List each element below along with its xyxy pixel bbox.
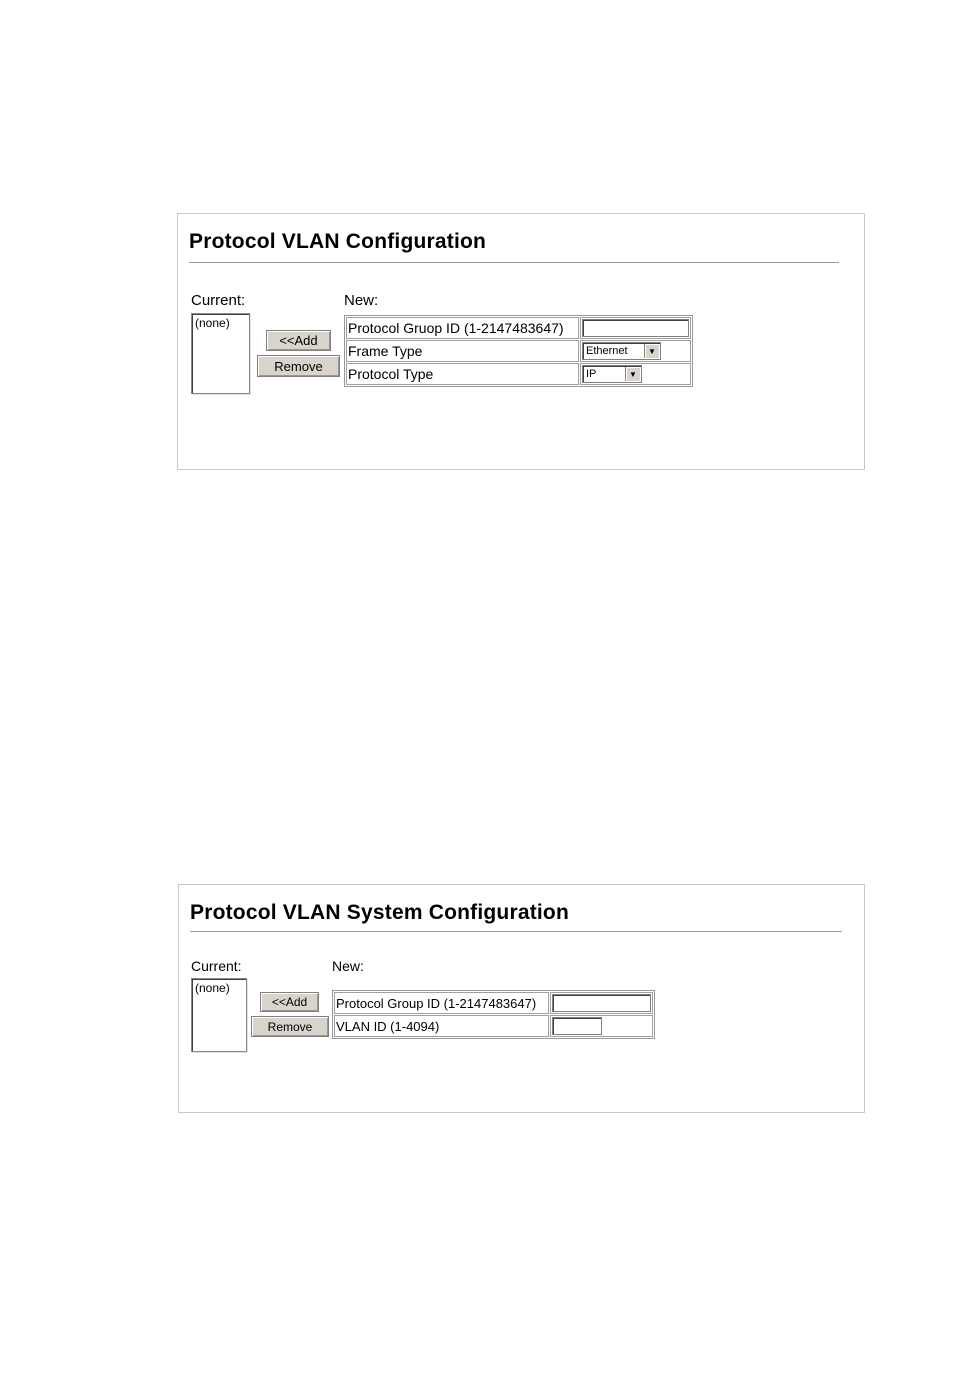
current-protocol-list[interactable] xyxy=(191,313,250,394)
protocol-group-id-label: Protocol Group ID (1-2147483647) xyxy=(334,992,549,1014)
protocol-type-select[interactable] xyxy=(582,365,642,383)
new-protocol-form xyxy=(344,315,693,387)
list-item[interactable]: (none) xyxy=(195,981,230,995)
vlan-id-input[interactable] xyxy=(552,1017,602,1035)
new-protocol-system-form xyxy=(332,990,655,1039)
protocol-type-value: IP xyxy=(586,368,597,380)
add-button[interactable]: <<Add xyxy=(260,992,319,1012)
frame-type-label: Frame Type xyxy=(346,340,579,362)
frame-type-cell xyxy=(580,340,691,362)
page-title: Protocol VLAN System Configuration xyxy=(190,901,569,924)
frame-type-select[interactable] xyxy=(582,342,661,360)
vlan-id-cell xyxy=(550,1015,653,1037)
remove-button[interactable]: Remove xyxy=(251,1016,329,1037)
current-label: Current: xyxy=(191,292,246,309)
title-divider xyxy=(189,262,839,263)
protocol-vlan-configuration-panel xyxy=(177,213,865,470)
chevron-down-icon[interactable]: ▼ xyxy=(625,367,640,381)
chevron-down-icon[interactable]: ▼ xyxy=(644,344,659,358)
protocol-group-id-input[interactable] xyxy=(552,994,651,1012)
list-item[interactable]: (none) xyxy=(195,316,230,330)
protocol-type-cell xyxy=(580,363,691,385)
title-divider xyxy=(190,931,842,932)
new-label: New: xyxy=(332,958,364,974)
protocol-group-id-cell xyxy=(580,317,691,339)
remove-button[interactable]: Remove xyxy=(257,355,340,377)
current-protocol-list[interactable] xyxy=(191,978,247,1052)
page-title: Protocol VLAN Configuration xyxy=(189,230,487,253)
new-label: New: xyxy=(344,292,379,309)
current-label: Current: xyxy=(191,958,242,974)
protocol-group-id-cell xyxy=(550,992,653,1014)
frame-type-value: Ethernet xyxy=(586,345,628,357)
protocol-group-id-label: Protocol Gruop ID (1-2147483647) xyxy=(346,317,579,339)
protocol-type-label: Protocol Type xyxy=(346,363,579,385)
add-button[interactable]: <<Add xyxy=(266,330,331,351)
vlan-id-label: VLAN ID (1-4094) xyxy=(334,1015,549,1037)
protocol-group-id-input[interactable] xyxy=(582,319,689,337)
protocol-vlan-system-configuration-panel xyxy=(178,884,865,1113)
